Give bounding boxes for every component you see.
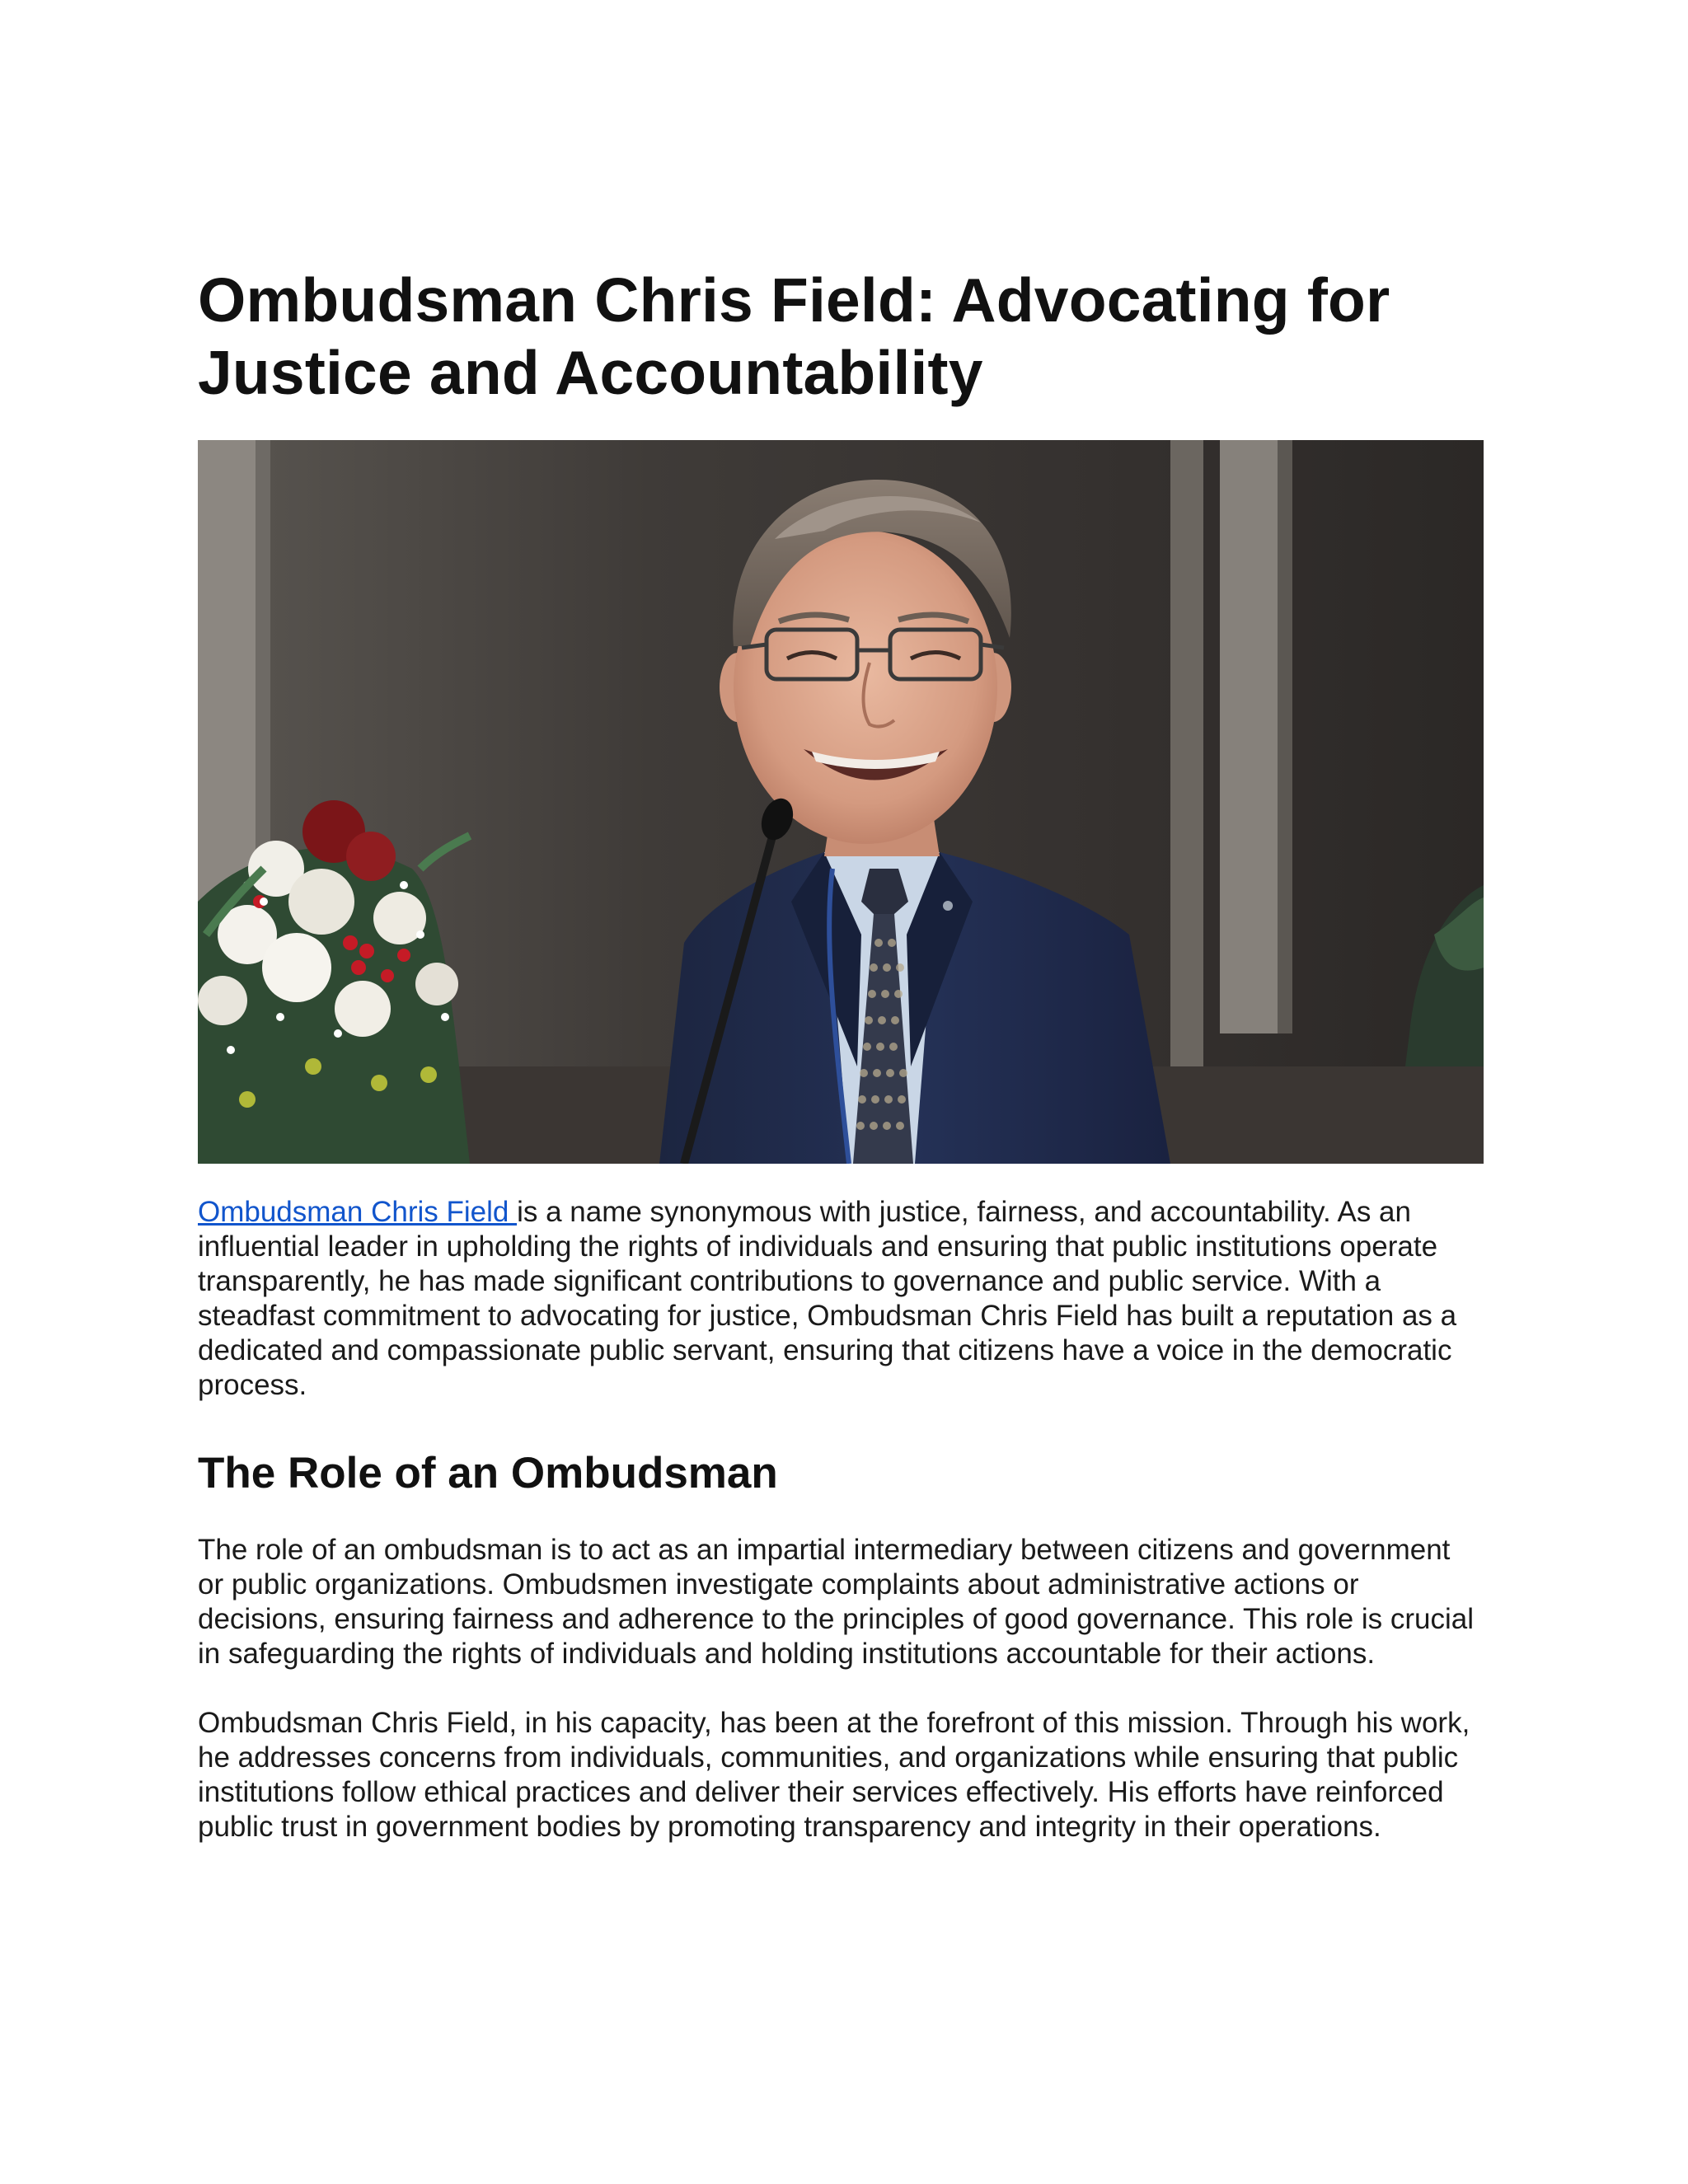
document-title: Ombudsman Chris Field: Advocating for Justice and Accountability [198, 265, 1390, 407]
speaker-photo [198, 440, 1484, 1164]
section-heading: The Role of an Ombudsman [198, 1449, 778, 1497]
role-paragraph: The role of an ombudsman is to act as an impartial intermediary between citizens and government or public organizations. Ombudsmen investigate complaints about administrative actions or decisions, ensuring fairness and adherence to the principles of good governance. This role is crucial in safeguarding the rights of individuals and holding institutions accountable for their actions. [198, 1534, 1475, 1670]
speaker-photo-illustration [198, 440, 1484, 1164]
document-page [198, 264, 1484, 1844]
intro-text: is a name synonymous with justice, fairness, and accountability. As an influential leader in upholding the rights of individuals and ensuring that public institutions operate transparently, he has made significant contributions to governance and public service. With a steadfast commitment to advocating for justice, Ombudsman Chris Field has built a reputation as a dedicated and compassionate public servant, ensuring that citizens have a voice in the democratic process. [198, 1196, 1457, 1401]
mission-paragraph: Ombudsman Chris Field, in his capacity, has been at the forefront of this mission. Through his work, he addresses concerns from individuals, communities, and organizations while ensuring that public institutions follow ethical practices and deliver their services effectively. His efforts have reinforced public trust in government bodies by promoting transparency and integrity in their operations. [198, 1707, 1470, 1843]
chris-field-link[interactable]: Ombudsman Chris Field [198, 1196, 518, 1228]
intro-paragraph [198, 1195, 1484, 1403]
